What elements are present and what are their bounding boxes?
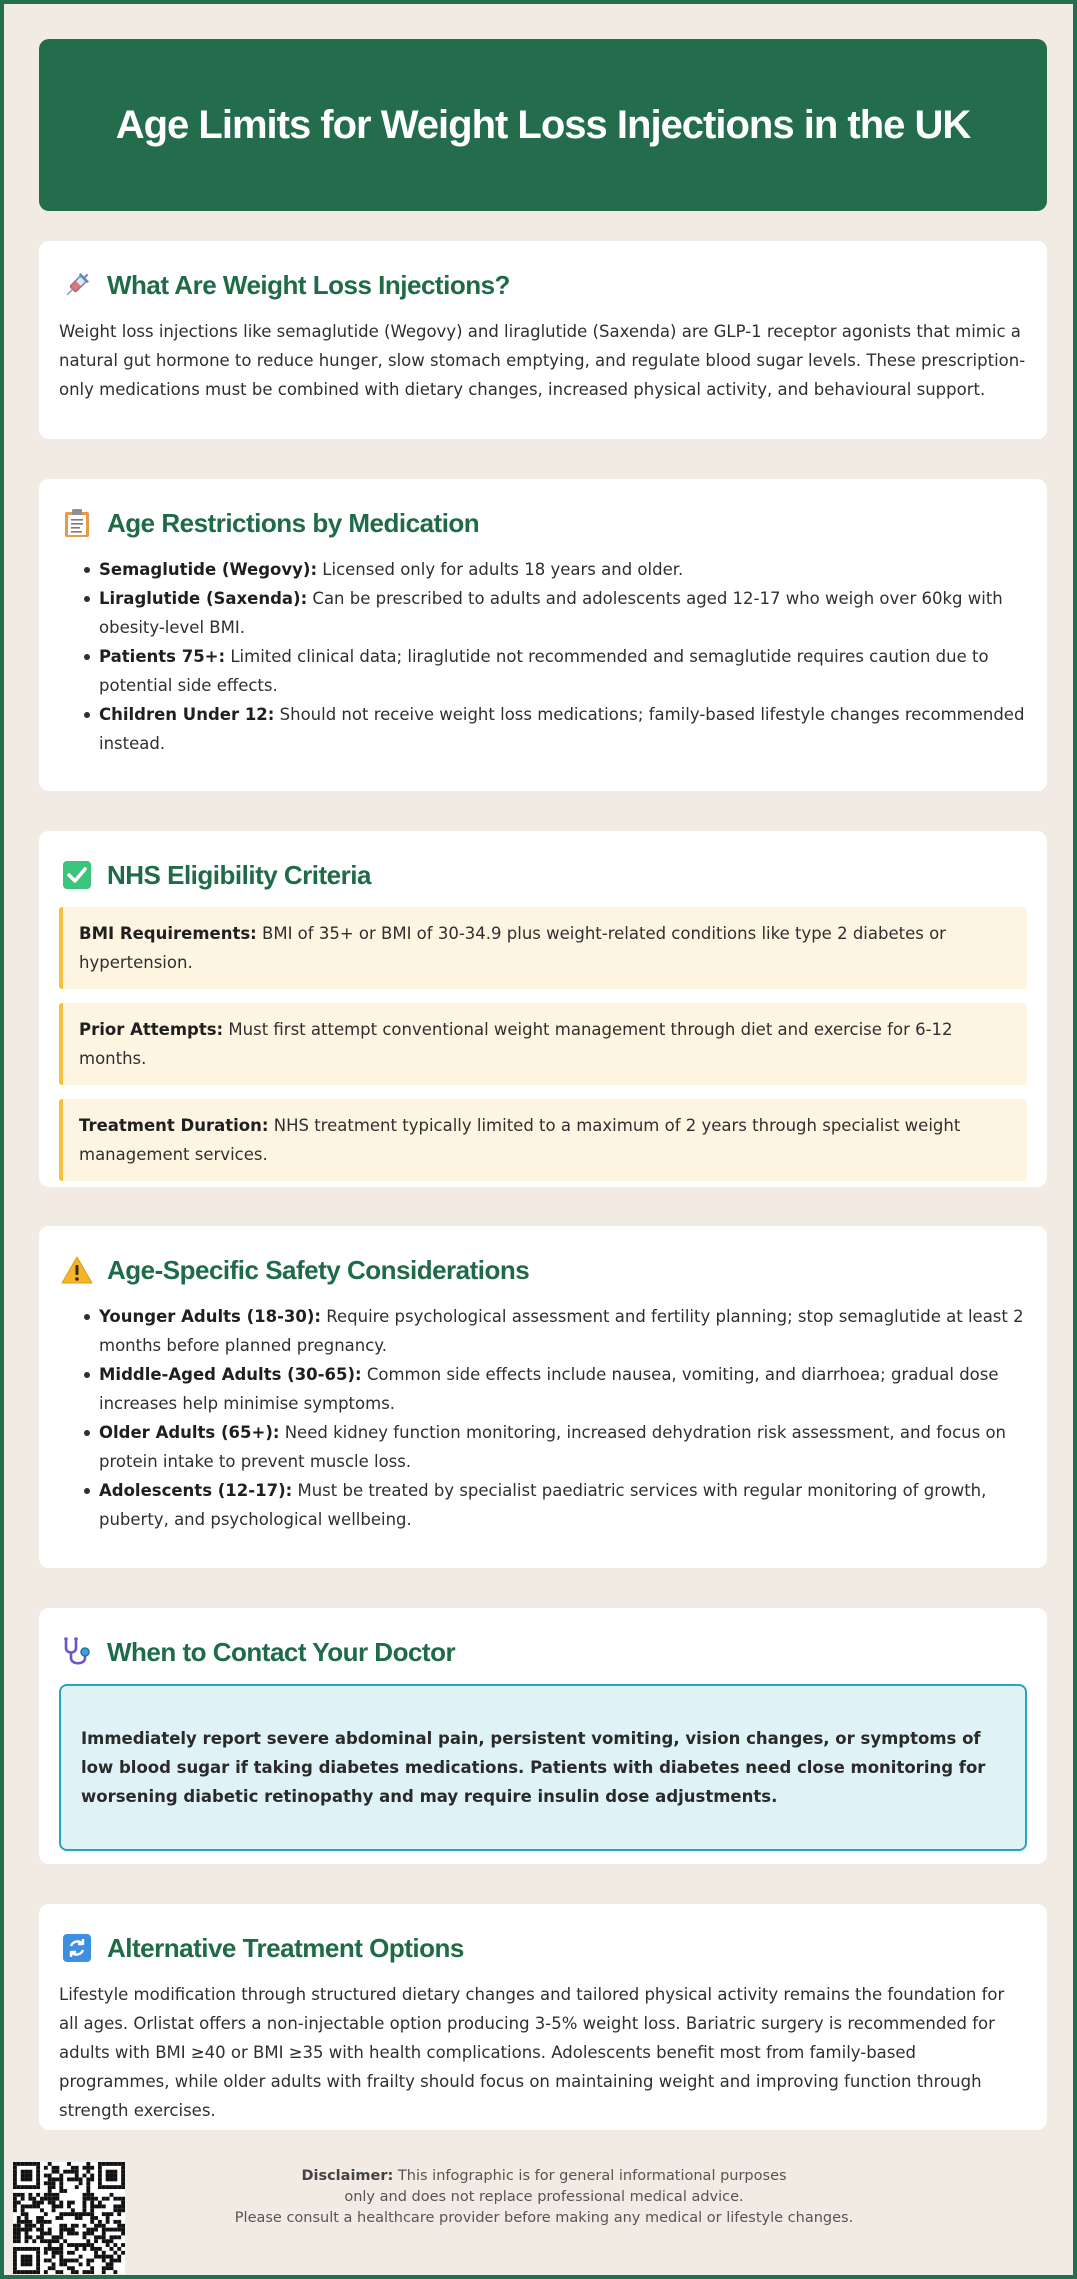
safety-list: [59, 1302, 1027, 1534]
list-item: Patients 75+: Limited clinical data; liraglutide not recommended and semaglutide requires caution due to potential side effects.: [84, 642, 1027, 700]
syringe-icon: [61, 269, 93, 301]
refresh-icon: [61, 1932, 93, 1964]
section-body: Weight loss injections like semaglutide (Wegovy) and liraglutide (Saxenda) are GLP-1 receptor agonists that mimic a natural gut hormone to reduce hunger, slow stomach emptying, and regulate blood sugar levels. These prescription-only medications must be combined with dietary changes, increased physical activity, and behavioural support.: [59, 322, 1026, 399]
section-header: [59, 1926, 1027, 1970]
section-title: What Are Weight Loss Injections?: [107, 269, 510, 300]
criteria-item: Treatment Duration: NHS treatment typically limited to a maximum of 2 years through specialist weight management services.: [59, 1099, 1027, 1181]
clipboard-icon: [61, 507, 93, 539]
section-contact-doctor: [39, 1608, 1047, 1864]
list-item: Younger Adults (18-30): Require psychological assessment and fertility planning; stop semaglutide at least 2 months before planned pregnancy.: [84, 1302, 1027, 1360]
section-header: [59, 263, 1027, 307]
section-header: [59, 1248, 1027, 1292]
check-box-icon: [61, 859, 93, 891]
list-item: Semaglutide (Wegovy): Licensed only for adults 18 years and older.: [84, 555, 1027, 584]
section-title: Alternative Treatment Options: [107, 1932, 464, 1963]
warning-icon: [61, 1254, 93, 1286]
section-title: Age Restrictions by Medication: [107, 507, 480, 538]
section-nhs-eligibility: [39, 831, 1047, 1187]
disclaimer-label: Disclaimer:: [301, 2168, 394, 2184]
criteria-item: Prior Attempts: Must first attempt conventional weight management through diet and exercise for 6-12 months.: [59, 1003, 1027, 1085]
section-title: NHS Eligibility Criteria: [107, 859, 371, 890]
disclaimer-line: only and does not replace professional medical advice.: [344, 2189, 744, 2205]
section-safety: [39, 1226, 1047, 1568]
disclaimer-line: Please consult a healthcare provider before making any medical or lifestyle changes.: [234, 2210, 854, 2226]
section-what-are-injections: [39, 241, 1047, 439]
disclaimer-line: Disclaimer: This infographic is for general informational purposes: [301, 2168, 787, 2184]
list-item: Older Adults (65+): Need kidney function monitoring, increased dehydration risk assessment, and focus on protein intake to prevent muscle loss.: [84, 1418, 1027, 1476]
page-header: [39, 39, 1047, 211]
list-item: Adolescents (12-17): Must be treated by specialist paediatric services with regular monitoring of growth, puberty, and psychological wellbeing.: [84, 1476, 1027, 1534]
qr-code-image: [13, 2162, 125, 2274]
list-item: Children Under 12: Should not receive weight loss medications; family-based lifestyle changes recommended instead.: [84, 700, 1027, 758]
section-header: [59, 501, 1027, 545]
section-age-restrictions: [39, 479, 1047, 791]
section-header: [59, 853, 1027, 897]
section-alternatives: [39, 1904, 1047, 2130]
list-item: Liraglutide (Saxenda): Can be prescribed to adults and adolescents aged 12-17 who weigh over 60kg with obesity-level BMI.: [84, 584, 1027, 642]
list-item: Middle-Aged Adults (30-65): Common side effects include nausea, vomiting, and diarrhoea; gradual dose increases help minimise symptoms.: [84, 1360, 1027, 1418]
criteria-item: BMI Requirements: BMI of 35+ or BMI of 30-34.9 plus weight-related conditions like type 2 diabetes or hypertension.: [59, 907, 1027, 989]
section-title: Age-Specific Safety Considerations: [107, 1254, 530, 1285]
restrictions-list: [59, 555, 1027, 758]
section-header: [59, 1630, 1027, 1674]
section-title: When to Contact Your Doctor: [107, 1636, 456, 1667]
page-title: Age Limits for Weight Loss Injections in the UK: [115, 102, 971, 147]
qr-code: [13, 2162, 125, 2274]
disclaimer: [204, 2166, 884, 2229]
stethoscope-icon: [61, 1636, 93, 1668]
doctor-alert-box: Immediately report severe abdominal pain, persistent vomiting, vision changes, or symptoms of low blood sugar if taking diabetes medications. Patients with diabetes need close monitoring for worsening diabetic retinopathy and may require insulin dose adjustments.: [59, 1684, 1027, 1851]
section-body: Lifestyle modification through structured dietary changes and tailored physical activity remains the foundation for all ages. Orlistat offers a non-injectable option producing 3-5% weight loss. Bariatric surgery is recommended for adults with BMI ≥40 or BMI ≥35 with health complications. Adolescents benefit most from family-based programmes, while older adults with frailty should focus on maintaining weight and improving function through strength exercises.: [59, 1985, 1005, 2120]
